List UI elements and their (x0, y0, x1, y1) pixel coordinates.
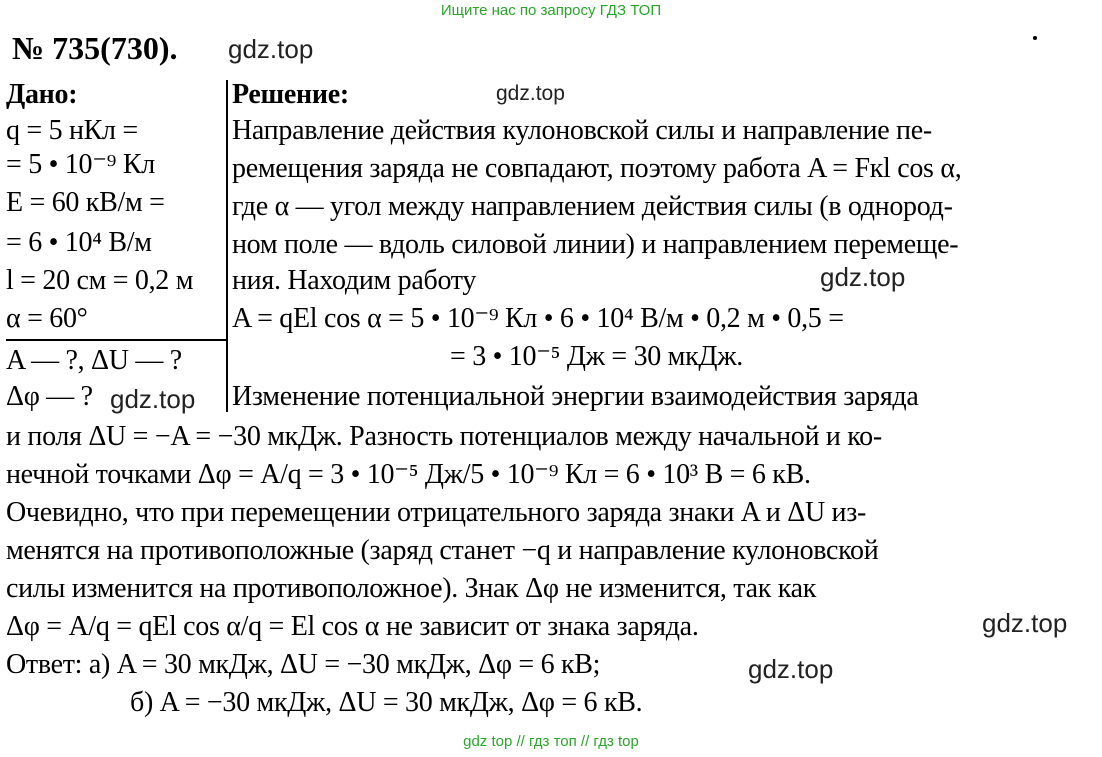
watermark: gdz.top (110, 384, 196, 414)
solution-line: ния. Находим работу (232, 265, 477, 296)
bottom-banner-link[interactable]: gdz top // гдз топ // гдз top (463, 733, 639, 750)
solution-line: Δφ = A/q = qEl cos α/q = El cos α не зависит от знака заряда. (6, 611, 699, 642)
solution-line: и поля ΔU = −A = −30 мкДж. Разность потенциалов между начальной и ко- (6, 421, 882, 452)
answer-line: б) A = −30 мкДж, ΔU = 30 мкДж, Δφ = 6 кВ. (130, 687, 643, 718)
solution-line: Изменение потенциальной энергии взаимодействия заряда (232, 381, 919, 412)
given-line: = 5 • 10⁻⁹ Кл (6, 149, 155, 180)
solution-formula: A = qEl cos α = 5 • 10⁻⁹ Кл • 6 • 10⁴ В/м • 0,2 м • 0,5 = (232, 303, 844, 334)
solution-formula: = 3 • 10⁻⁵ Дж = 30 мкДж. (450, 341, 743, 372)
answer-line: Ответ: а) A = 30 мкДж, ΔU = −30 мкДж, Δφ = 6 кВ; (6, 649, 601, 680)
problem-number: № 735(730). (12, 30, 178, 66)
given-line: = 6 • 10⁴ В/м (6, 227, 152, 258)
divider-horizontal (6, 339, 226, 341)
find-line: Δφ — ? (6, 381, 93, 412)
solution-header: Решение: (232, 79, 349, 110)
stray-dot (1033, 36, 1037, 40)
given-line: l = 20 см = 0,2 м (6, 265, 194, 296)
solution-line: менятся на противоположные (заряд станет −q и направление кулоновской (6, 535, 879, 566)
watermark: gdz.top (748, 654, 834, 684)
solution-line: Направление действия кулоновской силы и направление пе- (232, 115, 932, 146)
given-header: Дано: (6, 79, 78, 110)
watermark: gdz.top (228, 34, 314, 64)
solution-line: нечной точками Δφ = A/q = 3 • 10⁻⁵ Дж/5 • 10⁻⁹ Кл = 6 • 10³ В = 6 кВ. (6, 459, 811, 490)
top-banner-link[interactable]: Ищите нас по запросу ГДЗ ТОП (440, 2, 662, 19)
divider-vertical (226, 80, 228, 412)
solution-line: Очевидно, что при перемещении отрицательного заряда знаки A и ΔU из- (6, 497, 867, 528)
solution-line: ном поле — вдоль силовой линии) и направлением перемеще- (232, 229, 959, 260)
find-line: A — ?, ΔU — ? (6, 345, 182, 376)
given-line: q = 5 нКл = (6, 115, 138, 146)
given-line: E = 60 кВ/м = (6, 187, 165, 218)
solution-line: силы изменится на противоположное). Знак Δφ не изменится, так как (6, 573, 817, 604)
solution-line: ремещения заряда не совпадают, поэтому работа A = Fкl cos α, (232, 153, 962, 184)
given-line: α = 60° (6, 303, 88, 334)
solution-line: где α — угол между направлением действия силы (в однород- (232, 191, 953, 222)
watermark: gdz.top (820, 262, 906, 292)
watermark: gdz.top (496, 82, 565, 105)
watermark: gdz.top (982, 608, 1068, 638)
